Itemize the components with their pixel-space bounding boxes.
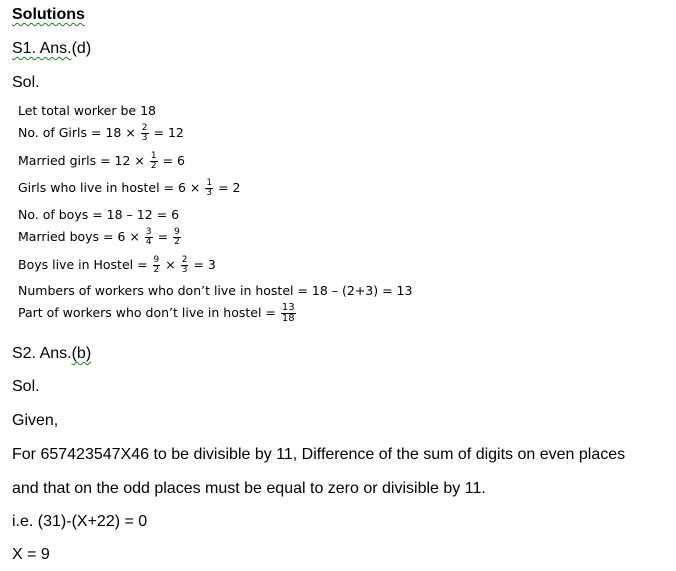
fraction-numerator: 2 xyxy=(181,255,188,265)
s1-line-4-post: = 2 xyxy=(218,180,241,195)
s1-line-2-post: = 12 xyxy=(153,125,184,140)
s1-line-2 xyxy=(18,124,184,143)
fraction-denominator: 3 xyxy=(206,188,213,198)
s1-line-2-fraction xyxy=(141,124,149,143)
s1-line-3-post: = 6 xyxy=(162,153,185,168)
fraction-denominator: 4 xyxy=(145,237,152,247)
s1-line-4 xyxy=(18,179,240,198)
s2-answer xyxy=(12,345,91,363)
s1-line-3-fraction xyxy=(150,152,158,171)
s1-line-7-fraction-2 xyxy=(181,256,189,275)
s2-given: Given, xyxy=(12,412,59,429)
s2-answer-letter: (b) xyxy=(71,345,92,362)
s1-line-3-pre: Married girls = 12 × xyxy=(18,153,145,168)
fraction-numerator: 13 xyxy=(281,302,295,313)
s1-answer-letter: (d) xyxy=(71,40,92,57)
s1-line-1: Let total worker be 18 xyxy=(18,103,156,118)
fraction-denominator: 2 xyxy=(153,265,160,275)
fraction-denominator: 3 xyxy=(181,265,188,275)
s1-line-4-pre: Girls who live in hostel = 6 × xyxy=(18,180,201,195)
fraction-numerator: 1 xyxy=(150,151,157,161)
s2-sol-label: Sol. xyxy=(12,378,40,395)
fraction-numerator: 9 xyxy=(174,227,180,237)
s1-line-7-pre: Boys live in Hostel = xyxy=(18,257,148,272)
s1-line-7-fraction-1 xyxy=(153,256,161,275)
s1-line-2-pre: No. of Girls = 18 × xyxy=(18,125,136,140)
fraction-denominator: 3 xyxy=(141,133,148,143)
fraction-denominator: 2 xyxy=(150,161,157,171)
s2-paragraph-1: For 657423547X46 to be divisible by 11, Difference of the sum of digits on even places xyxy=(12,446,626,463)
fraction-numerator: 9 xyxy=(153,255,160,265)
s1-answer xyxy=(12,40,91,58)
s1-sol-label: Sol. xyxy=(12,74,40,91)
s1-line-6-equals: = xyxy=(157,229,169,244)
fraction-numerator: 3 xyxy=(145,227,152,237)
fraction-numerator: 2 xyxy=(141,123,148,133)
s1-line-3 xyxy=(18,152,185,171)
s1-line-9 xyxy=(18,303,297,324)
s1-line-5: No. of boys = 18 – 12 = 6 xyxy=(18,207,180,222)
s2-result: X = 9 xyxy=(12,546,50,563)
s1-line-6-fraction-1 xyxy=(145,228,153,247)
fraction-denominator: 18 xyxy=(281,313,295,324)
s1-line-6-pre: Married boys = 6 × xyxy=(18,229,140,244)
s1-line-7-post: = 3 xyxy=(193,257,216,272)
s1-line-9-pre: Part of workers who don’t live in hostel = xyxy=(18,305,276,320)
s1-line-8: Numbers of workers who don’t live in hostel = 18 – (2+3) = 13 xyxy=(18,283,413,298)
s2-paragraph-2: and that on the odd places must be equal to zero or divisible by 11. xyxy=(12,480,486,497)
s1-line-4-fraction xyxy=(205,179,213,198)
s1-line-6-fraction-2 xyxy=(173,228,181,247)
fraction-numerator: 1 xyxy=(206,178,213,188)
s2-answer-prefix: S2. Ans. xyxy=(12,345,72,362)
s1-answer-prefix: S1. Ans. xyxy=(12,40,72,57)
solutions-heading xyxy=(12,6,85,24)
fraction-denominator: 2 xyxy=(174,237,180,247)
s2-equation: i.e. (31)-(X+22) = 0 xyxy=(12,513,148,530)
heading-text: Solutions xyxy=(12,6,85,23)
s1-line-7-times: × xyxy=(165,257,176,272)
s1-line-9-fraction xyxy=(281,303,296,324)
s1-line-6 xyxy=(18,228,182,247)
s1-line-7 xyxy=(18,256,216,275)
